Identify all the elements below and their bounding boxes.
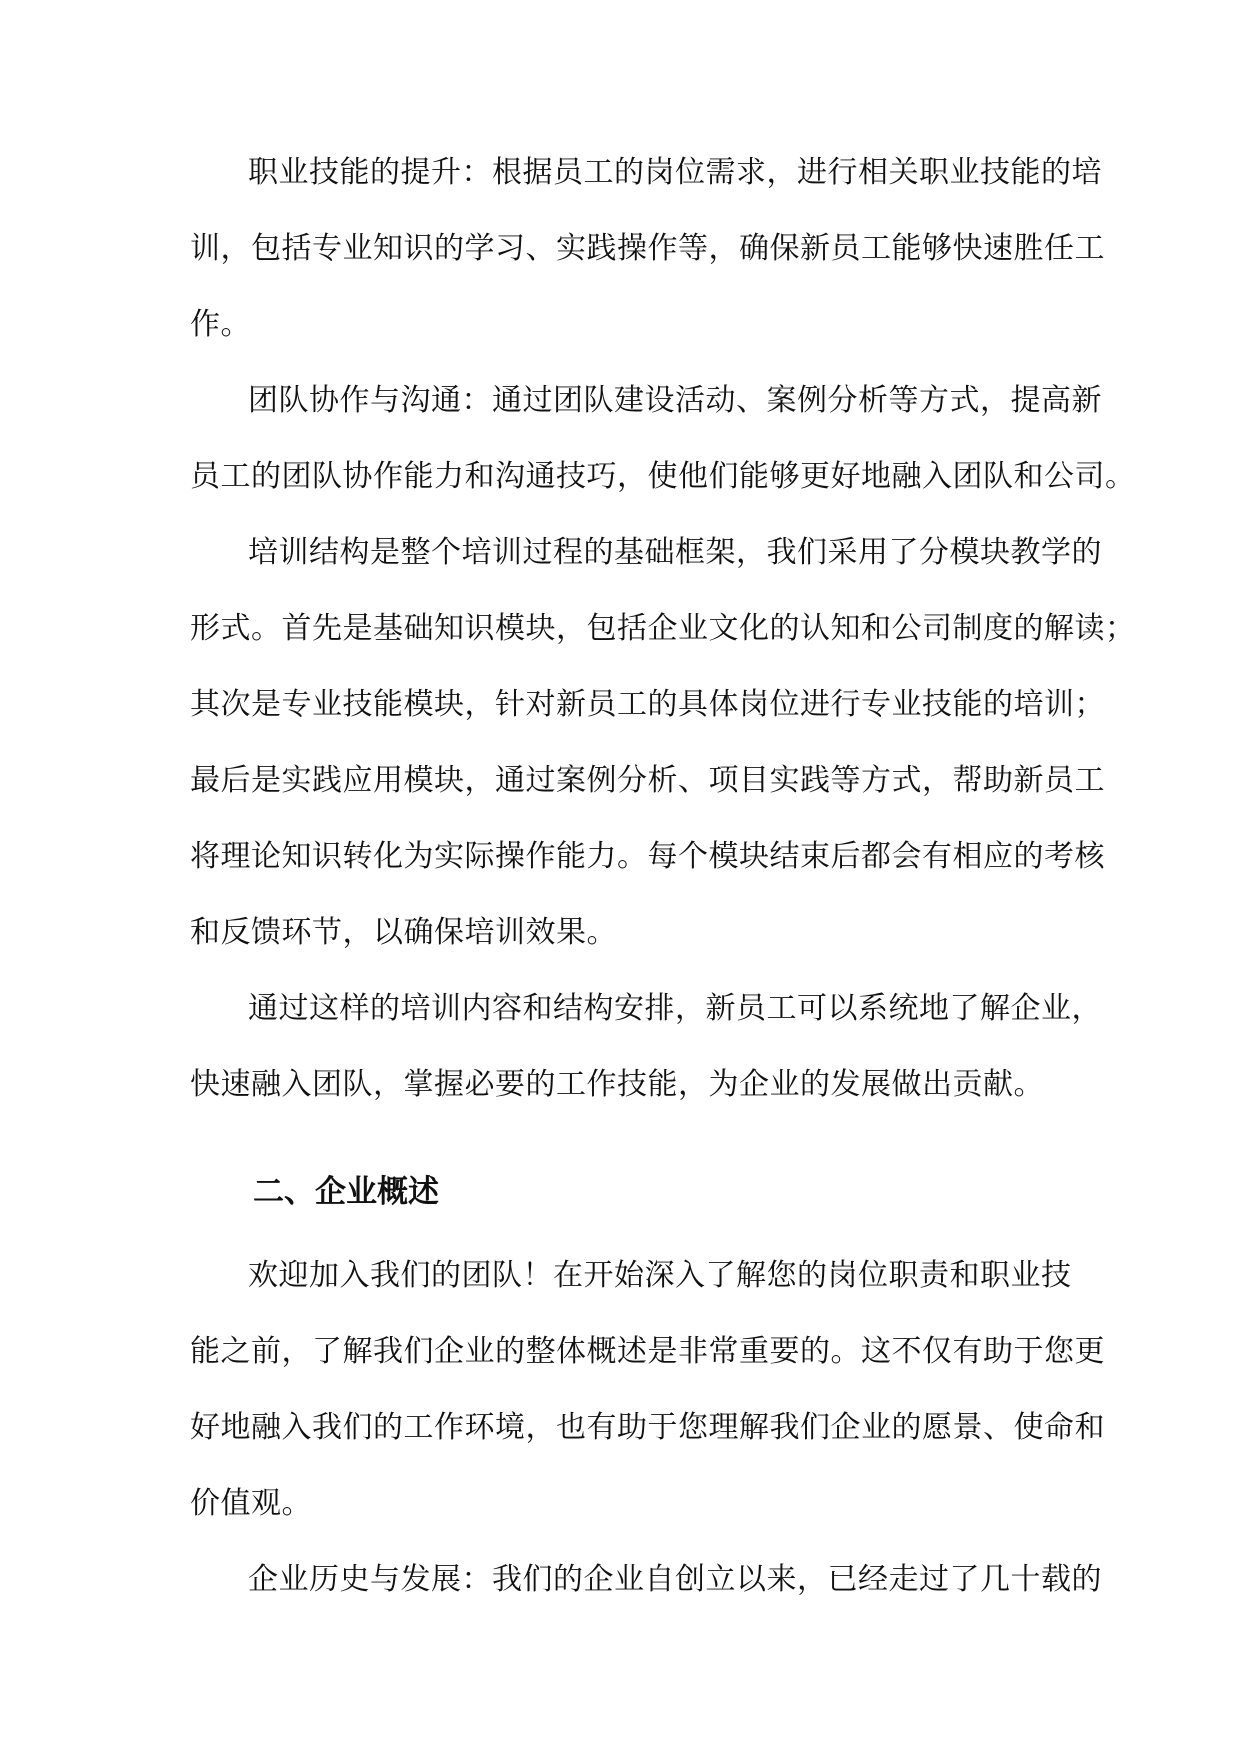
paragraph-5-line-2: 能之前，了解我们企业的整体概述是非常重要的。这不仅有助于您更 xyxy=(190,1334,1105,1369)
paragraph-3-line-1: 培训结构是整个培训过程的基础框架，我们采用了分模块教学的 xyxy=(248,535,1102,570)
paragraph-6-line-1: 企业历史与发展：我们的企业自创立以来，已经走过了几十载的 xyxy=(248,1562,1102,1597)
paragraph-4-line-1: 通过这样的培训内容和结构安排，新员工可以系统地了解企业， xyxy=(248,991,1102,1026)
paragraph-3-line-2: 形式。首先是基础知识模块，包括企业文化的认知和公司制度的解读； xyxy=(190,611,1136,646)
paragraph-5-line-3: 好地融入我们的工作环境，也有助于您理解我们企业的愿景、使命和 xyxy=(190,1410,1105,1445)
paragraph-3-line-3: 其次是专业技能模块，针对新员工的具体岗位进行专业技能的培训； xyxy=(190,687,1105,722)
paragraph-1-line-3: 作。 xyxy=(190,307,251,342)
paragraph-2-line-2: 员工的团队协作能力和沟通技巧，使他们能够更好地融入团队和公司。 xyxy=(190,459,1136,494)
paragraph-3-line-6: 和反馈环节，以确保培训效果。 xyxy=(190,915,617,950)
paragraph-5-line-4: 价值观。 xyxy=(190,1486,312,1521)
paragraph-3-line-4: 最后是实践应用模块，通过案例分析、项目实践等方式，帮助新员工 xyxy=(190,763,1105,798)
paragraph-5-line-1: 欢迎加入我们的团队！在开始深入了解您的岗位职责和职业技 xyxy=(248,1258,1072,1293)
paragraph-1-line-2: 训，包括专业知识的学习、实践操作等，确保新员工能够快速胜任工 xyxy=(190,231,1105,266)
section-heading: 二、企业概述 xyxy=(253,1174,439,1210)
paragraph-1-line-1: 职业技能的提升：根据员工的岗位需求，进行相关职业技能的培 xyxy=(248,155,1102,190)
paragraph-3-line-5: 将理论知识转化为实际操作能力。每个模块结束后都会有相应的考核 xyxy=(190,839,1105,874)
paragraph-4-line-2: 快速融入团队，掌握必要的工作技能，为企业的发展做出贡献。 xyxy=(190,1067,1044,1102)
paragraph-2-line-1: 团队协作与沟通：通过团队建设活动、案例分析等方式，提高新 xyxy=(248,383,1102,418)
